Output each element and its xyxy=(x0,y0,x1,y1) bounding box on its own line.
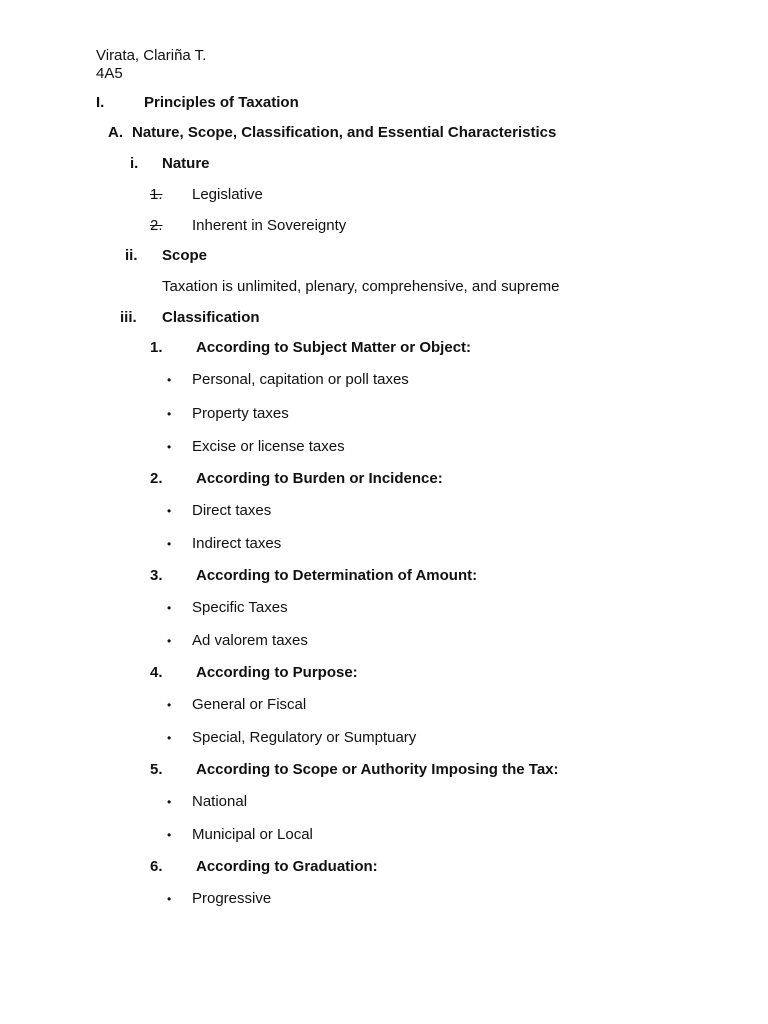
heading-classification: Classification xyxy=(162,309,260,326)
outline-number-I: I. xyxy=(96,94,105,111)
classification-number-2: 2. xyxy=(150,470,163,487)
classification-number-6: 6. xyxy=(150,858,163,875)
bullet-icon: • xyxy=(167,828,172,842)
bullet-icon: • xyxy=(167,731,172,745)
classification-number-5: 5. xyxy=(150,761,163,778)
bullet-icon: • xyxy=(167,407,172,421)
list-item-ad-valorem-taxes: Ad valorem taxes xyxy=(192,632,308,649)
list-item-general-or-fiscal: General or Fiscal xyxy=(192,696,307,713)
heading-scope: Scope xyxy=(162,247,208,264)
list-item-direct-taxes: Direct taxes xyxy=(192,502,272,519)
bullet-icon: • xyxy=(167,537,172,551)
classification-heading-determination: According to Determination of Amount: xyxy=(196,567,478,584)
bullet-icon: • xyxy=(167,601,172,615)
classification-number-3: 3. xyxy=(150,567,163,584)
classification-number-4: 4. xyxy=(150,664,163,681)
scope-description: Taxation is unlimited, plenary, comprehensive, and supreme xyxy=(162,278,560,295)
nature-item-legislative xyxy=(150,186,360,204)
list-item-excise-taxes: Excise or license taxes xyxy=(192,438,345,455)
bullet-icon: • xyxy=(167,892,172,906)
classification-number-1: 1. xyxy=(150,339,163,356)
classification-heading-graduation: According to Graduation: xyxy=(196,858,378,875)
list-number: 1. xyxy=(150,186,163,203)
bullet-icon: • xyxy=(167,795,172,809)
heading-principles-of-taxation: Principles of Taxation xyxy=(144,94,299,111)
list-item-special-regulatory: Special, Regulatory or Sumptuary xyxy=(192,729,417,746)
outline-roman-ii: ii. xyxy=(125,247,138,264)
bullet-icon: • xyxy=(167,504,172,518)
bullet-icon: • xyxy=(167,373,172,387)
list-item-progressive: Progressive xyxy=(192,890,272,907)
heading-nature-scope-classification: Nature, Scope, Classification, and Essential Characteristics xyxy=(132,124,557,141)
list-item-national: National xyxy=(192,793,248,810)
bullet-icon: • xyxy=(167,634,172,648)
list-number: 2. xyxy=(150,217,163,234)
list-text: Legislative xyxy=(192,186,263,203)
outline-letter-A: A. xyxy=(108,124,123,141)
bullet-icon: • xyxy=(167,440,172,454)
classification-heading-purpose: According to Purpose: xyxy=(196,664,358,681)
classification-heading-subject-matter: According to Subject Matter or Object: xyxy=(196,339,472,356)
list-item-property-taxes: Property taxes xyxy=(192,405,289,422)
section-code: 4A5 xyxy=(96,65,123,82)
list-item-indirect-taxes: Indirect taxes xyxy=(192,535,282,552)
bullet-icon: • xyxy=(167,698,172,712)
outline-roman-i: i. xyxy=(130,155,139,172)
heading-nature: Nature xyxy=(162,155,210,172)
list-text: Inherent in Sovereignty xyxy=(192,217,347,234)
outline-roman-iii: iii. xyxy=(120,309,137,326)
author-name: Virata, Clariña T. xyxy=(96,47,207,64)
list-item-personal-taxes: Personal, capitation or poll taxes xyxy=(192,371,409,388)
classification-heading-scope-authority: According to Scope or Authority Imposing the Tax: xyxy=(196,761,559,778)
list-item-municipal-or-local: Municipal or Local xyxy=(192,826,313,843)
list-item-specific-taxes: Specific Taxes xyxy=(192,599,288,616)
classification-heading-burden: According to Burden or Incidence: xyxy=(196,470,443,487)
nature-item-inherent-in-sovereignty xyxy=(150,217,360,235)
